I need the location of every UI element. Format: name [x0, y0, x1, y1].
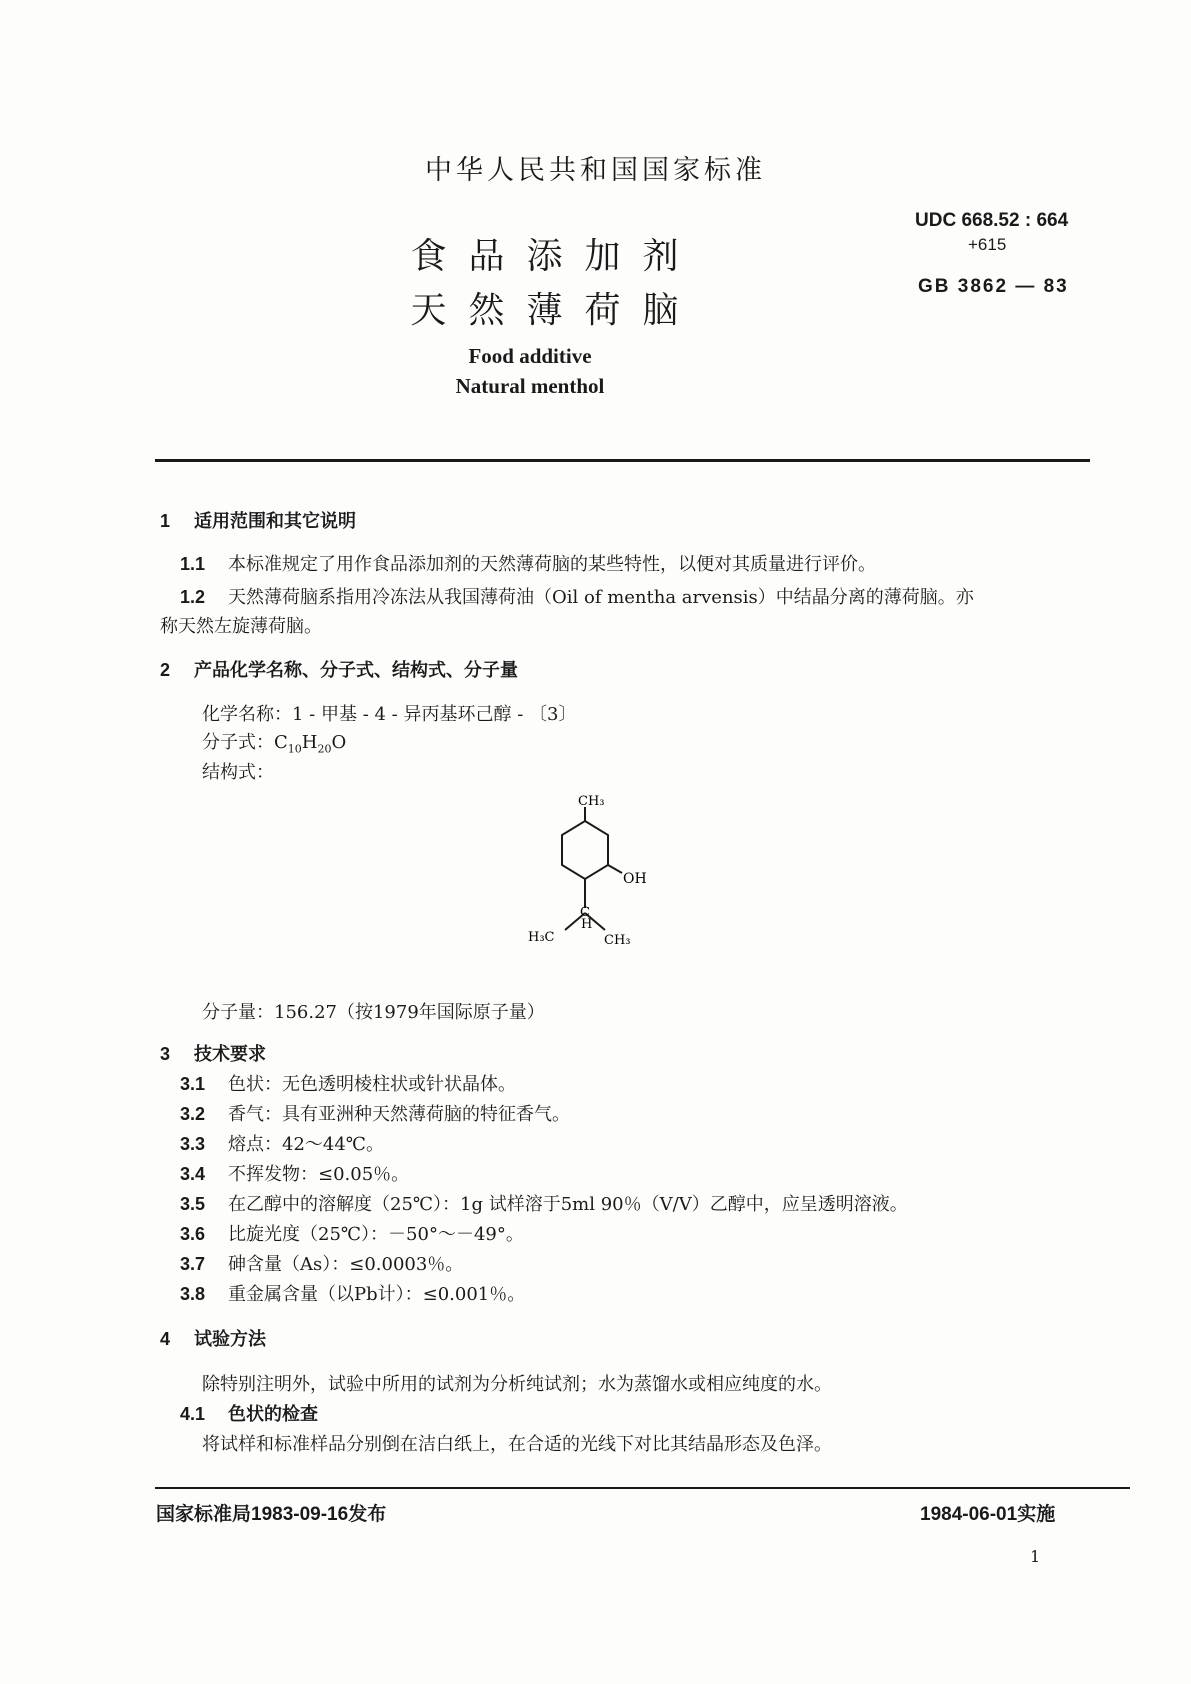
- section-3-heading: [160, 1040, 266, 1066]
- clause-number: 1.1: [180, 554, 206, 574]
- clause-number: 3.8: [180, 1284, 206, 1304]
- paragraph-1-2: [180, 583, 974, 609]
- clause-text: 天然薄荷脑系指用冷冻法从我国薄荷油（Oil of mentha arvensis）中结晶分离的薄荷脑。亦: [228, 587, 974, 608]
- national-standard-heading: 中华人民共和国国家标准: [425, 155, 766, 186]
- requirement-item: [180, 1190, 908, 1216]
- clause-text: 本标准规定了用作食品添加剂的天然薄荷脑的某些特性，以便对其质量进行评价。: [228, 554, 876, 575]
- requirement-item: [180, 1250, 463, 1276]
- clause-number: 3.6: [180, 1224, 206, 1244]
- requirement-item: [180, 1130, 384, 1156]
- section-title: 技术要求: [194, 1044, 266, 1064]
- clause-number: 3.3: [180, 1134, 206, 1154]
- top-rule: [155, 459, 1090, 462]
- gb-code: GB 3862 — 83: [918, 276, 1069, 297]
- clause-number: 3.1: [180, 1074, 206, 1094]
- title-en-line1: Food additive: [468, 344, 592, 368]
- hydroxyl-label: OH: [623, 871, 647, 887]
- paragraph-1-1: [180, 550, 876, 576]
- clause-number: 3.4: [180, 1164, 206, 1184]
- title-cn-line1: 食品添加剂: [410, 236, 701, 277]
- clause-text: 砷含量（As）：≤0.0003％。: [228, 1254, 464, 1275]
- formula-label: 分子式：: [202, 732, 274, 753]
- formula-hydrogen: H: [301, 732, 318, 753]
- methyl-top-label: CH₃: [578, 794, 605, 809]
- section-4-intro: 除特别注明外，试验中所用的试剂为分析纯试剂；水为蒸馏水或相应纯度的水。: [202, 1374, 832, 1395]
- requirement-item: [180, 1280, 525, 1306]
- issue-date: 国家标准局1983-09-16发布: [156, 1504, 387, 1525]
- chemical-name: 化学名称：1 - 甲基 - 4 - 异丙基环己醇 - 〔3〕: [202, 704, 577, 725]
- effective-date: 1984-06-01实施: [920, 1504, 1056, 1525]
- structure-label: 结构式：: [202, 762, 274, 783]
- section-1-heading: [160, 507, 356, 533]
- formula-oxygen: O: [331, 732, 347, 753]
- bottom-rule: [155, 1487, 1130, 1489]
- section-number: 4: [160, 1329, 171, 1349]
- formula-hydrogen-count: 20: [317, 742, 332, 756]
- section-title: 产品化学名称、分子式、结构式、分子量: [194, 660, 518, 680]
- requirement-item: [180, 1220, 524, 1246]
- udc-code-suffix: +615: [968, 235, 1007, 254]
- clause-number: 3.7: [180, 1254, 206, 1274]
- section-2-heading: [160, 656, 518, 682]
- clause-number: 3.2: [180, 1104, 206, 1124]
- section-number: 2: [160, 660, 171, 680]
- clause-text: 在乙醇中的溶解度（25℃）：1g 试样溶于5ml 90％（V/V）乙醇中，应呈透明溶液。: [228, 1194, 908, 1215]
- page-number: 1: [1030, 1547, 1041, 1566]
- clause-text: 不挥发物：≤0.05％。: [228, 1164, 410, 1185]
- paragraph-1-2-continued: 称天然左旋薄荷脑。: [160, 616, 322, 637]
- clause-title: 色状的检查: [228, 1404, 318, 1424]
- section-number: 1: [160, 511, 171, 531]
- formula-carbon: C: [274, 732, 288, 753]
- title-cn-line2: 天然薄荷脑: [410, 290, 701, 331]
- section-4-heading: [160, 1325, 266, 1351]
- udc-code: UDC 668.52 : 664: [915, 210, 1069, 231]
- subsection-4-1-text: 将试样和标准样品分别倒在洁白纸上，在合适的光线下对比其结晶形态及色泽。: [202, 1434, 832, 1455]
- requirement-item: [180, 1100, 570, 1126]
- section-title: 适用范围和其它说明: [194, 511, 356, 531]
- clause-number: 1.2: [180, 587, 206, 607]
- subsection-4-1-heading: [180, 1400, 318, 1426]
- section-number: 3: [160, 1044, 171, 1064]
- methyl-right-label: CH₃: [604, 933, 631, 948]
- methine-carbon-label: C: [580, 905, 590, 920]
- title-en-line2: Natural menthol: [455, 374, 605, 398]
- clause-text: 重金属含量（以Pb计）：≤0.001％。: [228, 1284, 526, 1305]
- clause-text: 色状：无色透明棱柱状或针状晶体。: [228, 1074, 516, 1095]
- requirement-item: [180, 1070, 516, 1096]
- clause-text: 熔点：42～44℃。: [228, 1134, 384, 1155]
- clause-text: 比旋光度（25℃）：－50°～－49°。: [228, 1224, 524, 1245]
- methyl-left-label: H₃C: [528, 930, 555, 945]
- clause-number: 3.5: [180, 1194, 206, 1214]
- methine-hydrogen-label: H: [581, 917, 593, 932]
- clause-number: 4.1: [180, 1404, 206, 1424]
- structural-formula-diagram: [520, 785, 650, 965]
- clause-text: 香气：具有亚洲种天然薄荷脑的特征香气。: [228, 1104, 570, 1125]
- section-title: 试验方法: [194, 1329, 266, 1349]
- formula-carbon-count: 10: [287, 742, 302, 756]
- molecular-weight: 分子量：156.27（按1979年国际原子量）: [202, 1002, 545, 1023]
- requirement-item: [180, 1160, 409, 1186]
- molecular-formula: [202, 728, 346, 756]
